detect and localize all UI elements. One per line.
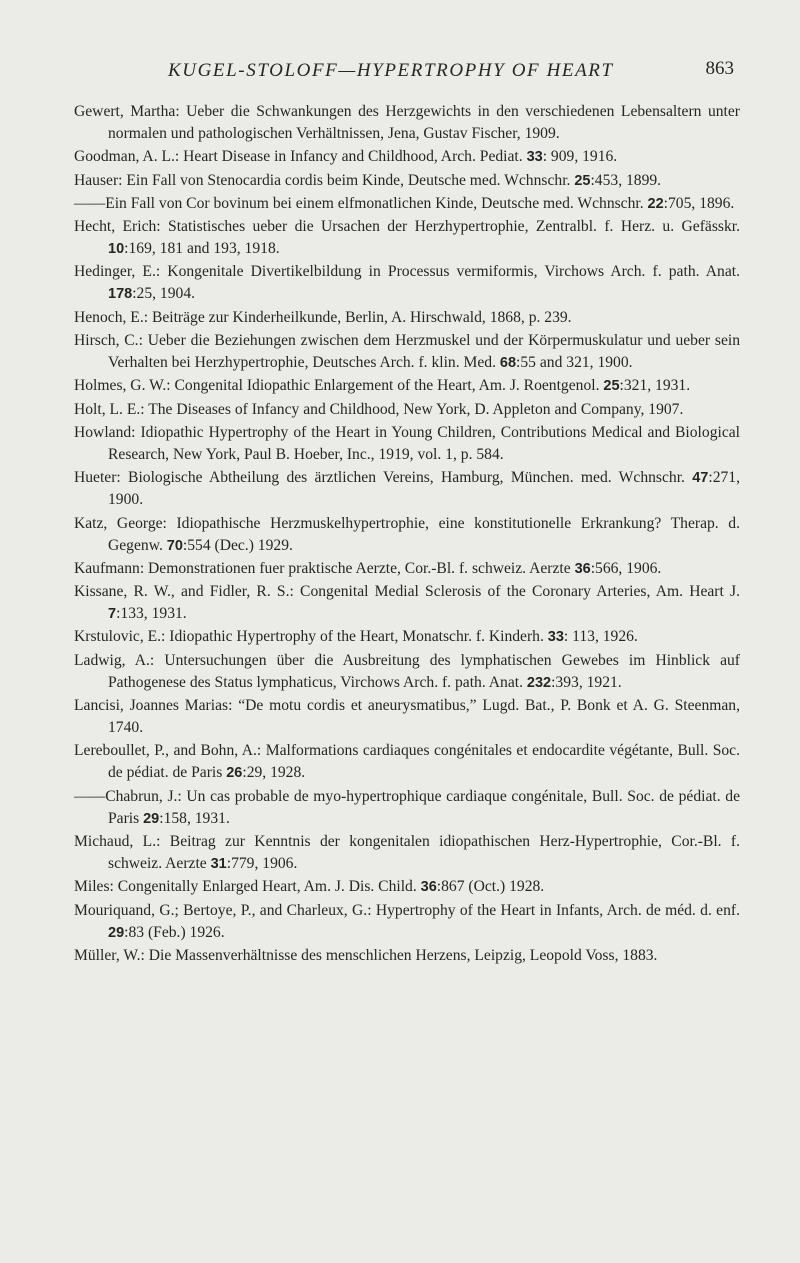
reference-entry [74,831,740,875]
reference-volume: 31 [210,855,227,872]
reference-text: Michaud, L.: Beitrag zur Kenntnis der kongenitalen idiopathischen Herz-Hypertrophie, Cor.-Bl. f. schweiz. Aerzte [74,832,740,872]
reference-citation: :25, 1904. [132,285,196,303]
reference-text: Miles: Congenitally Enlarged Heart, Am. J. Dis. Child. [74,878,421,896]
reference-text: Hedinger, E.: Kongenitale Divertikelbildung in Processus vermiformis, Virchows Arch. f. path. Anat. [74,263,740,281]
reference-citation: :83 (Feb.) 1926. [124,923,225,941]
reference-citation: :133, 1931. [116,605,187,623]
reference-volume: 68 [499,355,517,372]
reference-text: Krstulovic, E.: Idiopathic Hypertrophy of the Heart, Monatschr. f. Kinderh. [74,628,548,646]
page-number: 863 [705,58,734,79]
reference-entry [74,261,740,305]
reference-volume: 7 [108,606,117,623]
reference-entry [74,876,740,898]
reference-citation: : 909, 1916. [542,148,618,166]
reference-text: Ladwig, A.: Untersuchungen über die Ausbreitung des lymphatischen Gewebes im Hinblick auf Pathogenese des Status lymphaticus, Virchows Arch. f. path. Anat. [74,651,740,691]
reference-text: Kissane, R. W., and Fidler, R. S.: Congenital Medial Sclerosis of the Coronary Arteries, Am. Heart J. [74,583,740,601]
reference-citation: :271, 1900. [108,469,740,509]
reference-entry [74,467,740,511]
reference-text: Hueter: Biologische Abtheilung des ärztlichen Vereins, Hamburg, München. med. Wchnschr. [74,469,693,487]
reference-volume: 70 [166,537,183,554]
reference-entry [74,216,740,260]
reference-volume: 29 [108,924,125,941]
reference-text: Holmes, G. W.: Congenital Idiopathic Enlargement of the Heart, Am. J. Roentgenol. [74,377,604,395]
reference-entry [74,695,740,739]
reference-text: Lancisi, Joannes Marias: “De motu cordis et aneurysmatibus,” Lugd. Bat., P. Bonk et A. G. Steenman, 1740. [74,697,740,737]
reference-list [74,101,740,968]
reference-text: Goodman, A. L.: Heart Disease in Infancy and Childhood, Arch. Pediat. [74,148,527,166]
reference-entry [74,740,740,784]
reference-volume: 26 [226,765,243,782]
reference-entry [74,307,740,329]
reference-citation: :321, 1931. [619,377,691,395]
reference-citation: :554 (Dec.) 1929. [182,536,293,554]
reference-volume: 29 [143,810,160,827]
reference-text: Gewert, Martha: Ueber die Schwankungen des Herzgewichts in den verschiedenen Lebensaltern unter normalen und pathologischen Verhältnissen, Jena, Gustav Fischer, 1909. [74,103,740,142]
reference-text: Kaufmann: Demonstrationen fuer praktische Aerzte, Cor.-Bl. f. schweiz. Aerzte [74,559,575,577]
reference-citation: :158, 1931. [159,809,230,827]
reference-text: ——Chabrun, J.: Un cas probable de myo-hypertrophique cardiaque congénitale, Bull. Soc. de pédiat. de Paris [74,787,740,827]
reference-text: Katz, George: Idiopathische Herzmuskelhypertrophie, eine konstitutionelle Erkrankung? Therap. d. Gegenw. [74,514,740,554]
reference-volume: 36 [420,879,437,896]
reference-volume: 22 [647,195,664,212]
reference-citation: :779, 1906. [226,854,298,872]
reference-entry [74,650,740,694]
reference-entry [74,945,740,967]
reference-volume: 47 [692,470,709,487]
reference-citation: :393, 1921. [551,673,622,691]
reference-citation: :705, 1896. [663,194,735,212]
reference-entry [74,558,740,580]
reference-entry [74,330,740,374]
reference-entry [74,375,740,397]
reference-entry [74,170,740,192]
page-header [0,56,800,86]
reference-citation: : 113, 1926. [563,628,638,646]
reference-volume: 178 [108,286,133,303]
reference-text: Howland: Idiopathic Hypertrophy of the Heart in Young Children, Contributions Medical and Biological Research, New York, Paul B. Hoeber, Inc., 1919, vol. 1, p. 584. [74,423,740,463]
reference-text: ——Ein Fall von Cor bovinum bei einem elfmonatlichen Kinde, Deutsche med. Wchnschr. [74,194,648,212]
reference-entry [74,786,740,830]
reference-entry [74,193,740,215]
reference-text: Hauser: Ein Fall von Stenocardia cordis beim Kinde, Deutsche med. Wchnschr. [74,171,575,189]
reference-entry [74,581,740,625]
reference-volume: 36 [574,560,591,577]
reference-text: Müller, W.: Die Massenverhältnisse des menschlichen Herzens, Leipzig, Leopold Voss, 1883. [74,946,658,964]
reference-text: Hirsch, C.: Ueber die Beziehungen zwischen dem Herzmuskel und der Körpermuskulatur und ueber sein Verhalten bei Herzhypertrophie, Deutsches Arch. f. klin. Med. [74,332,740,372]
reference-volume: 10 [108,241,125,258]
reference-citation: :169, 181 and 193, 1918. [124,240,280,258]
reference-text: Mouriquand, G.; Bertoye, P., and Charleux, G.: Hypertrophy of the Heart in Infants, Arch. de méd. d. enf. [74,901,740,919]
reference-volume: 25 [574,172,591,189]
reference-volume: 33 [547,629,564,646]
reference-volume: 25 [603,378,620,395]
reference-entry [74,146,740,168]
reference-entry [74,399,740,421]
reference-citation: :55 and 321, 1900. [516,354,633,372]
reference-volume: 33 [526,149,543,166]
reference-entry [74,626,740,648]
reference-text: Hecht, Erich: Statistisches ueber die Ursachen der Herzhypertrophie, Zentralbl. f. Herz. u. Gefässkr. [74,218,740,236]
reference-citation: :29, 1928. [242,764,306,782]
reference-entry [74,422,740,466]
reference-entry [74,101,740,145]
reference-text: Henoch, E.: Beiträge zur Kinderheilkunde, Berlin, A. Hirschwald, 1868, p. 239. [74,308,572,326]
reference-entry [74,513,740,557]
reference-entry [74,900,740,944]
reference-text: Lereboullet, P., and Bohn, A.: Malformations cardiaques congénitales et endocardite végétante, Bull. Soc. de pédiat. de Paris [74,742,740,782]
reference-volume: 232 [526,674,552,691]
reference-citation: :453, 1899. [590,171,662,189]
running-title: KUGEL-STOLOFF—HYPERTROPHY OF HEART [168,60,614,81]
reference-citation: :867 (Oct.) 1928. [436,878,545,896]
reference-text: Holt, L. E.: The Diseases of Infancy and Childhood, New York, D. Appleton and Company, 1907. [74,400,684,418]
reference-citation: :566, 1906. [590,559,662,577]
